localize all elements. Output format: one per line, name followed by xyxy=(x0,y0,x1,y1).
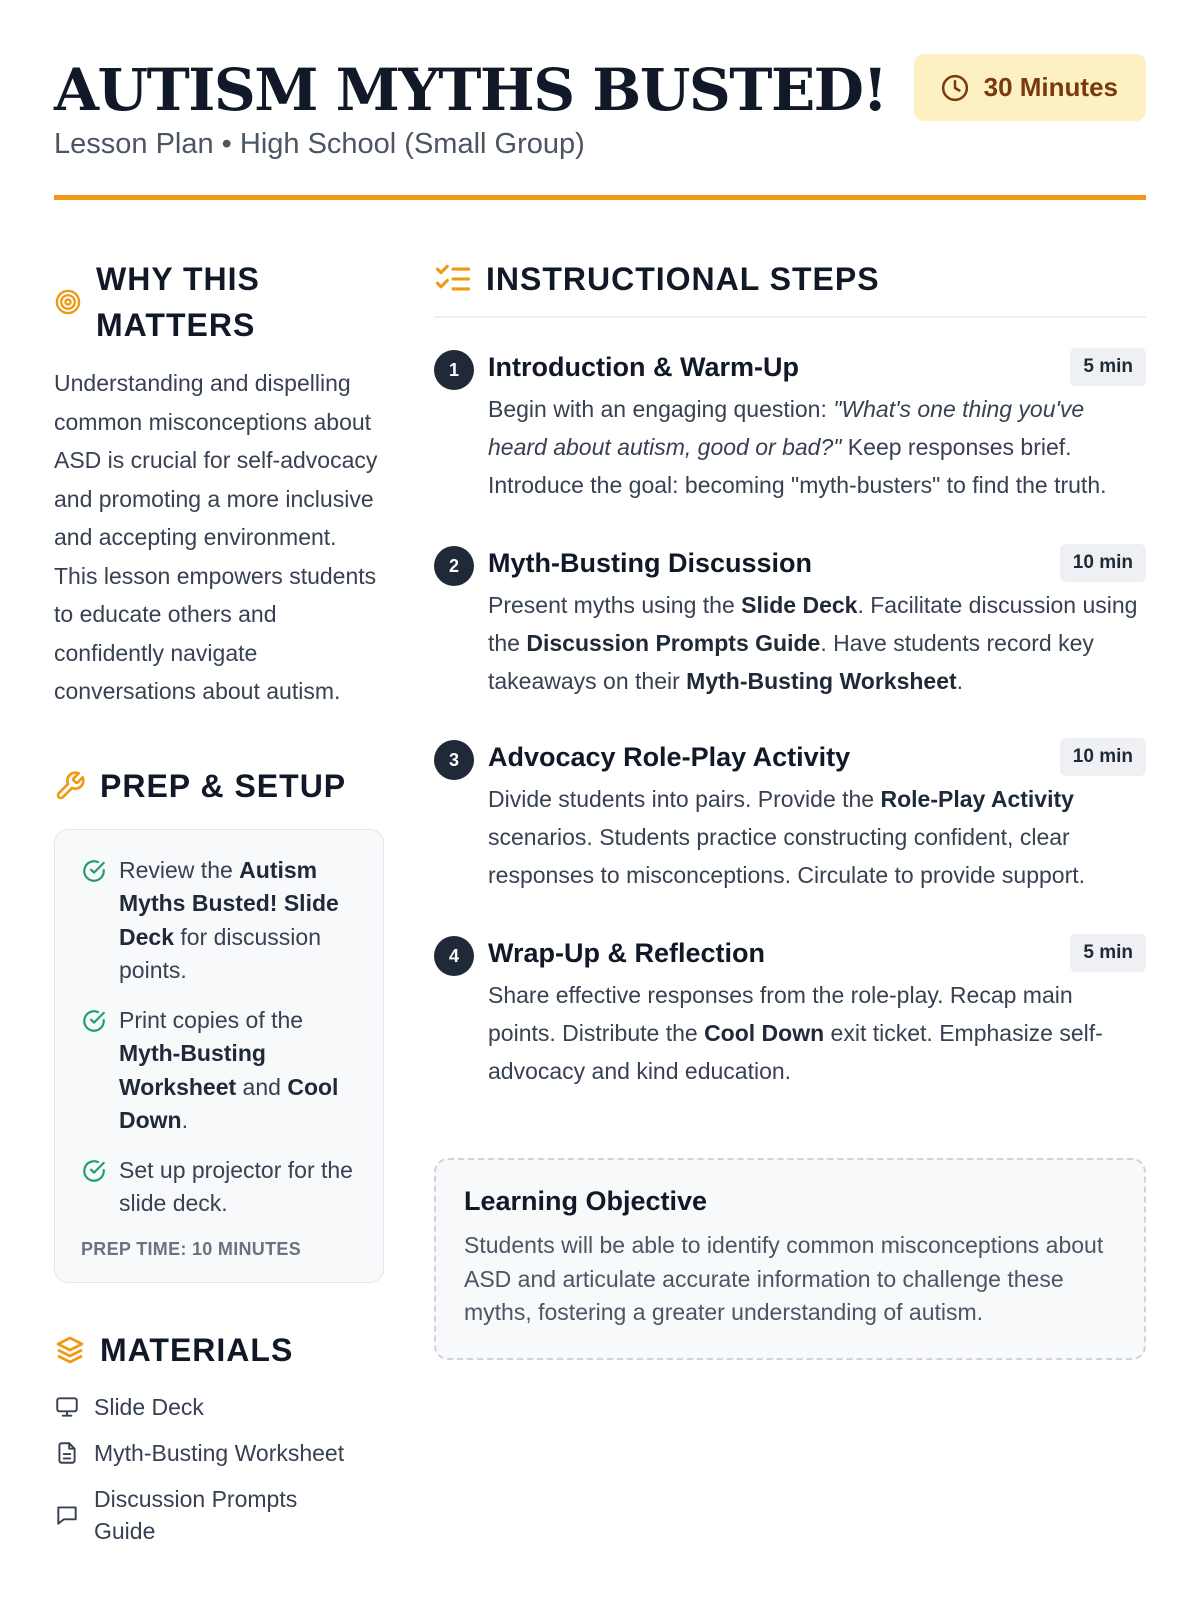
step-number: 4 xyxy=(434,936,474,976)
list-item xyxy=(54,1483,384,1547)
why-heading: WHY THIS MATTERS xyxy=(96,261,260,343)
chat-bubble-icon xyxy=(54,1502,80,1528)
why-text: Understanding and dispelling common misconceptions about ASD is crucial for self-advocacy and promoting a more inclusive and accepting environment. This lesson empowers students to educate others and confidently navigate conversations about autism. xyxy=(54,370,378,704)
materials-heading: MATERIALS xyxy=(100,1331,294,1368)
materials-list xyxy=(54,1391,384,1547)
duration-label: 30 Minutes xyxy=(983,72,1118,102)
page-subtitle: Lesson Plan • High School (Small Group) xyxy=(54,128,585,160)
page-title: AUTISM MYTHS BUSTED! xyxy=(54,56,887,124)
step-body xyxy=(488,738,1146,894)
step-title: Advocacy Role-Play Activity xyxy=(488,741,851,772)
steps-heading-row xyxy=(434,256,1146,318)
prep-heading: PREP & SETUP xyxy=(100,767,347,804)
step-header xyxy=(488,544,1146,582)
prep-item xyxy=(81,1154,359,1221)
step-item xyxy=(434,544,1146,700)
step-duration-badge: 5 min xyxy=(1070,348,1146,386)
monitor-icon xyxy=(54,1394,80,1420)
left-column xyxy=(54,256,384,1561)
step-description: Share effective responses from the role-play. Recap main points. Distribute the Cool Down exit ticket. Emphasize self-advocacy and kind education. xyxy=(488,982,1103,1084)
duration-badge xyxy=(914,54,1146,121)
material-label: Myth-Busting Worksheet xyxy=(94,1439,345,1466)
why-section xyxy=(54,256,384,711)
list-item xyxy=(54,1437,384,1469)
step-number: 2 xyxy=(434,546,474,586)
target-icon xyxy=(54,288,82,316)
objective-text: Students will be able to identify common misconceptions about ASD and articulate accurate information to challenge these myths, fostering a greater understanding of autism. xyxy=(464,1232,1104,1325)
material-label: Discussion Prompts Guide xyxy=(94,1485,298,1544)
step-number: 1 xyxy=(434,350,474,390)
prep-item xyxy=(81,1004,359,1138)
step-title: Wrap-Up & Reflection xyxy=(488,937,766,968)
step-header xyxy=(488,348,1146,386)
checklist-icon xyxy=(434,262,472,296)
prep-item xyxy=(81,854,359,988)
step-title: Introduction & Warm-Up xyxy=(488,351,799,382)
step-duration-badge: 5 min xyxy=(1070,934,1146,972)
step-duration-badge: 10 min xyxy=(1060,544,1146,582)
wrench-icon xyxy=(54,770,86,802)
prep-time: PREP TIME: 10 MINUTES xyxy=(81,1238,302,1259)
step-header xyxy=(488,738,1146,776)
list-item xyxy=(54,1391,384,1423)
learning-objective-box xyxy=(434,1158,1146,1360)
step-item xyxy=(434,934,1146,1090)
prep-item-text: Review the Autism Myths Busted! Slide Deck for discussion points. xyxy=(119,856,339,983)
check-circle-icon xyxy=(81,1008,107,1034)
step-body xyxy=(488,348,1146,504)
materials-heading-row xyxy=(54,1327,384,1373)
page-header xyxy=(54,0,1146,200)
materials-section xyxy=(54,1327,384,1547)
objective-heading: Learning Objective xyxy=(464,1186,708,1216)
why-heading-row xyxy=(54,256,384,348)
step-body xyxy=(488,934,1146,1090)
clock-icon xyxy=(940,73,970,103)
prep-heading-row xyxy=(54,763,384,809)
document-icon xyxy=(54,1440,80,1466)
step-duration-badge: 10 min xyxy=(1060,738,1146,776)
prep-checklist xyxy=(54,829,384,1283)
prep-item-text: Print copies of the Myth-Busting Worksheet and Cool Down. xyxy=(119,1006,339,1133)
step-header xyxy=(488,934,1146,972)
prep-item-text: Set up projector for the slide deck. xyxy=(119,1156,353,1216)
steps-heading: INSTRUCTIONAL STEPS xyxy=(486,261,880,297)
step-item xyxy=(434,348,1146,504)
step-title: Myth-Busting Discussion xyxy=(488,547,813,578)
step-item xyxy=(434,738,1146,894)
step-description: Begin with an engaging question: "What's one thing you've heard about autism, good or bad?" Keep responses brief. Introduce the goal: becoming "myth-busters" to find the truth. xyxy=(488,396,1107,498)
material-label: Slide Deck xyxy=(94,1393,204,1420)
step-body xyxy=(488,544,1146,700)
content-columns xyxy=(54,256,1146,1561)
prep-section xyxy=(54,763,384,1283)
check-circle-icon xyxy=(81,1158,107,1184)
check-circle-icon xyxy=(81,858,107,884)
step-number: 3 xyxy=(434,740,474,780)
layers-icon xyxy=(54,1334,86,1366)
right-column xyxy=(434,256,1146,1561)
step-description: Present myths using the Slide Deck. Facilitate discussion using the Discussion Prompts Guide. Have students record key takeaways on their Myth-Busting Worksheet. xyxy=(488,592,1138,694)
step-description: Divide students into pairs. Provide the Role-Play Activity scenarios. Students practice constructing confident, clear responses to misconceptions. Circulate to provide support. xyxy=(488,786,1086,888)
